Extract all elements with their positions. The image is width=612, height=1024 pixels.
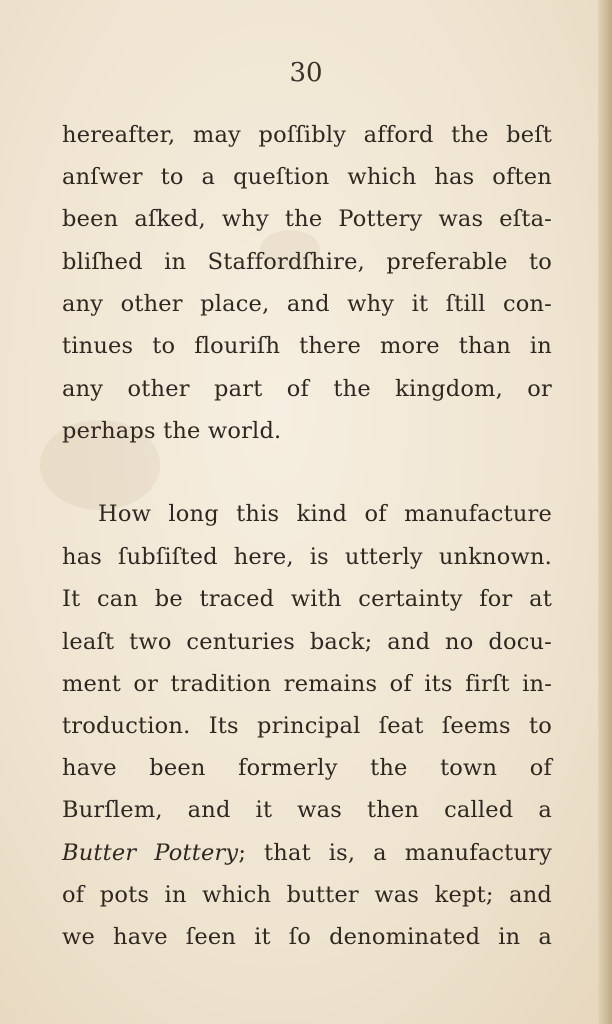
text-line: any other place, and why it ſtill con- bbox=[62, 291, 552, 317]
text-line: troduction. Its principal ſeat ſeems to bbox=[62, 713, 552, 739]
text-line: How long this kind of manufacture bbox=[98, 501, 552, 527]
text-line: bliſhed in Staffordſhire, preferable to bbox=[62, 249, 552, 275]
text-line: been aſked, why the Pottery was eſta- bbox=[62, 206, 552, 232]
text-fragment: ; that is, a manufactury bbox=[238, 840, 552, 866]
text-line: anſwer to a queſtion which has often bbox=[62, 164, 552, 190]
text-line: of pots in which butter was kept; and bbox=[62, 882, 552, 908]
text-line: we have ſeen it ſo denominated in a bbox=[62, 924, 552, 950]
text-line: hereafter, may poſſibly afford the beſt bbox=[62, 122, 552, 148]
text-line bbox=[62, 842, 552, 865]
italic-phrase: Butter Pottery bbox=[62, 840, 239, 866]
text-line: tinues to flouriſh there more than in bbox=[62, 333, 552, 359]
page-number: 30 bbox=[289, 58, 323, 88]
text-line: leaſt two centuries back; and no docu- bbox=[62, 629, 552, 655]
page-edge bbox=[598, 0, 612, 1024]
text-line: ment or tradition remains of its firſt in- bbox=[62, 671, 552, 697]
text-line: Burſlem, and it was then called a bbox=[62, 797, 552, 823]
text-line: any other part of the kingdom, or bbox=[62, 376, 552, 402]
text-line: It can be traced with certainty for at bbox=[62, 586, 552, 612]
text-line: has ſubſiſted here, is utterly unknown. bbox=[62, 544, 552, 570]
text-line: perhaps the world. bbox=[62, 418, 282, 444]
text-line: have been formerly the town of bbox=[62, 755, 552, 781]
